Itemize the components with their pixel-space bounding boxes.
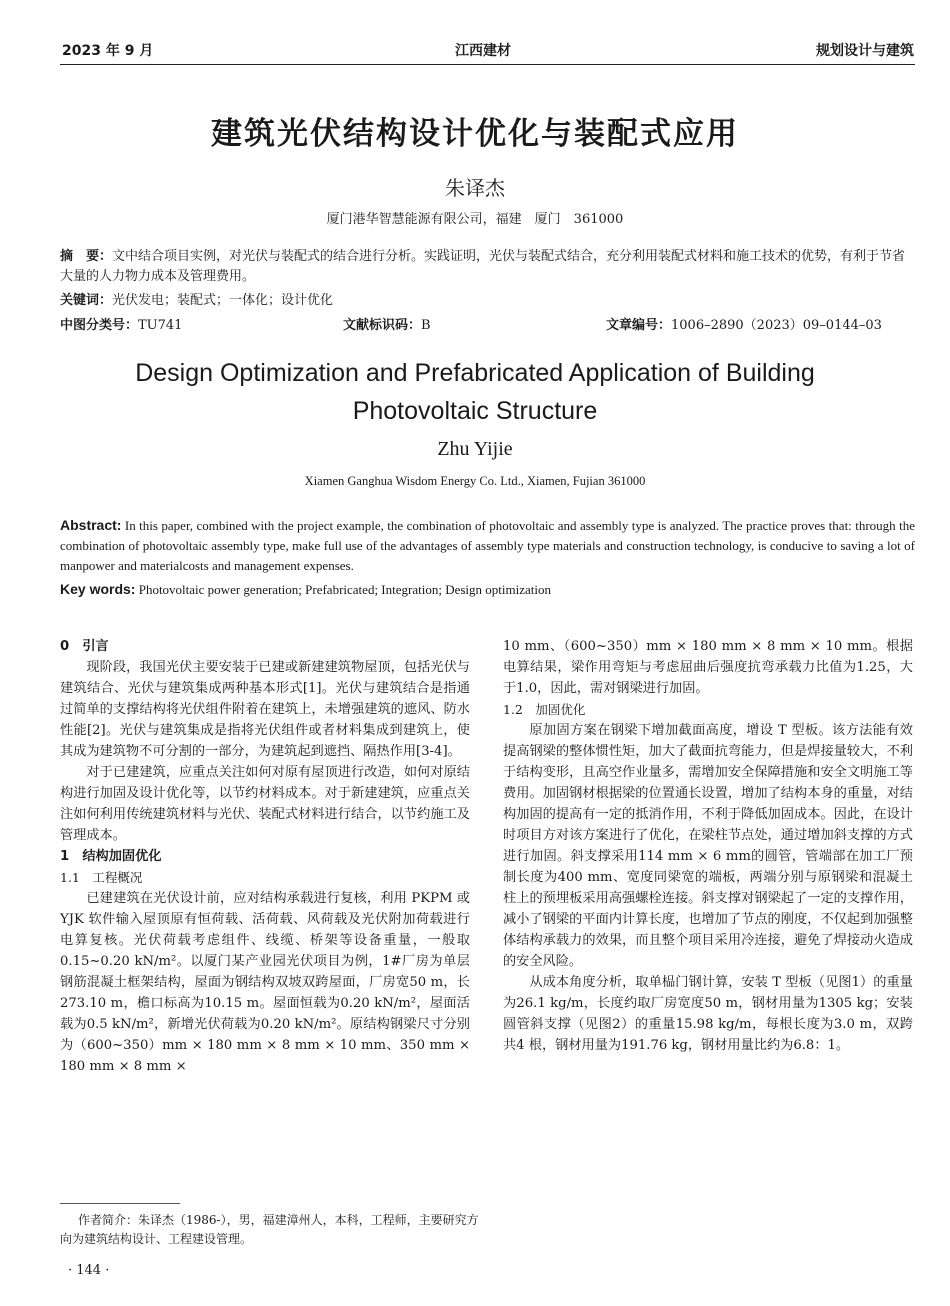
author-en: Zhu Yijie	[437, 438, 513, 460]
doc-label: 文献标识码：	[343, 318, 422, 333]
title-en-line2: Photovoltaic Structure	[352, 397, 598, 425]
header-journal: 江西建材	[455, 43, 511, 59]
paragraph: 已建建筑在光伏设计前，应对结构承载进行复核，利用 PKPM 或 YJK 软件输入屋顶原有恒荷载、活荷载、风荷载及光伏附加荷载进行电算复核。光伏荷载考虑组件、线缆、桥架等设备重量，一般取0.15~0.20 kN/m²。以厦门某产业园光伏项目为例，1#厂房为单层钢筋混凝土框架结构，屋面为钢结构双坡双跨屋面，厂房宽50 m，长273.10 m，檐口标高为10.15 m。屋面恒载为0.20 kN/m²，屋面活载为0.5 kN/m²，新增光伏荷载为0.20 kN/m²。原结构钢梁尺寸分别为（600~350）mm × 180 mm × 8 mm × 10 mm、350 mm × 180 mm × 8 mm ×	[60, 891, 470, 1074]
document-code	[343, 314, 431, 333]
title-en-line1: Design Optimization and Prefabricated Application of Building	[135, 359, 815, 387]
doc-value: B	[421, 318, 431, 333]
affiliation-en: Xiamen Ganghua Wisdom Energy Co. Ltd., Xiamen, Fujian 361000	[304, 474, 646, 488]
abstract-en-label: Abstract:	[60, 517, 122, 533]
paragraph-continued: 10 mm、（600~350）mm × 180 mm × 8 mm × 10 mm。根据电算结果，梁作用弯矩与考虑屈曲后强度抗弯承载力比值为1.25，大于1.0，因此，需对钢梁进行加固。	[503, 639, 913, 696]
header-section: 规划设计与建筑	[816, 43, 914, 59]
paragraph: 对于已建建筑，应重点关注如何对原有屋顶进行改造，如何对原结构进行加固及设计优化等，以节约材料成本。对于新建建筑，应重点关注如何利用传统建筑材料与光伏、装配式材料进行结合，以节约施工及管理成本。	[60, 765, 470, 843]
keywords-cn-text: 光伏发电；装配式；一体化；设计优化	[112, 293, 334, 308]
left-column	[60, 636, 470, 1077]
abstract-cn-label: 摘 要：	[60, 249, 113, 264]
author-footnote: 作者简介：朱译杰（1986-），男，福建漳州人，本科，工程师，主要研究方向为建筑结构设计、工程建设管理。	[60, 1213, 479, 1246]
paragraph: 原加固方案在钢梁下增加截面高度，增设 T 型板。该方法能有效提高钢梁的整体惯性矩，加大了截面抗弯能力，但是焊接量较大，不利于结构变形，且高空作业量多，需增加安全保障措施和安全文明施工等费用。加固钢材根据梁的位置通长设置，增加了结构本身的重量，对结构加固的提高有一定的抵消作用，不利于降低加固成本。因此，在设计时项目方对该方案进行了优化，在梁柱节点处，通过增加斜支撑的方式进行加固。斜支撑采用114 mm × 6 mm的圆管，管端部在加工厂预制长度为400 mm、宽度同梁宽的端板，两端分别与原钢梁和混凝土柱上的预埋板采用高强螺栓连接。斜支撑对钢梁起了一定的支撑作用，减小了钢梁的平面内计算长度，也增加了节点的刚度，不仅起到加强整体结构承载力的效果，而且整个项目采用冷连接，避免了焊接动火造成的安全风险。	[503, 723, 913, 969]
title-en	[0, 354, 950, 430]
subsection-heading-1-1: 1.1 工程概况	[60, 870, 143, 885]
author-cn: 朱译杰	[445, 176, 505, 200]
keywords-en-label: Key words:	[60, 581, 136, 597]
footnote-rule	[60, 1203, 180, 1204]
header-rule	[60, 64, 915, 65]
subsection-heading-1-2: 1.2 加固优化	[503, 702, 586, 717]
clc-label: 中图分类号：	[60, 318, 139, 333]
abstract-en	[60, 515, 915, 576]
article-value: 1006–2890（2023）09–0144–03	[671, 318, 882, 333]
section-heading-1: 1 结构加固优化	[60, 849, 162, 864]
paragraph: 现阶段，我国光伏主要安装于已建或新建建筑物屋顶，包括光伏与建筑结合、光伏与建筑集成两种基本形式[1]。光伏与建筑结合是指通过简单的支撑结构将光伏组件附着在建筑上，未增强建筑的遮风、防水性能[2]。光伏与建筑集成是指将光伏组件或者材料集成到建筑上，使其成为建筑物不可分割的一部分，为建筑起到遮挡、隔热作用[3-4]。	[60, 660, 470, 759]
affiliation-cn: 厦门港华智慧能源有限公司，福建 厦门 361000	[326, 212, 624, 227]
clc-number	[60, 314, 182, 333]
abstract-cn	[60, 247, 915, 287]
article-label: 文章编号：	[606, 318, 672, 333]
paragraph: 从成本角度分析，取单榀门钢计算，安装 T 型板（见图1）的重量为26.1 kg/m，长度约取厂房宽度50 m，钢材用量为1305 kg；安装圆管斜支撑（见图2）的重量15.98 kg/m，每根长度为3.0 m，双跨共4 根，钢材用量为191.76 kg，钢材用量比约为6.8：1。	[503, 975, 913, 1053]
title-cn: 建筑光伏结构设计优化与装配式应用	[211, 116, 739, 152]
keywords-cn	[60, 291, 915, 311]
page-number: · 144 ·	[68, 1263, 110, 1278]
article-number	[606, 314, 882, 333]
abstract-en-text: In this paper, combined with the project example, the combination of photovoltaic and assembly type is analyzed. The practice proves that: through the combination of photovoltaic assembly type, make full use of the advantages of assembly type materials and construction technology, is conducive to saving a lot of manpower and materialcosts and management expenses.	[60, 518, 915, 573]
keywords-cn-label: 关键词：	[60, 293, 113, 308]
abstract-cn-text: 文中结合项目实例，对光伏与装配式的结合进行分析。实践证明，光伏与装配式结合，充分利用装配式材料和施工技术的优势，有利于节省大量的人力物力成本及管理费用。	[60, 249, 906, 284]
section-heading-0: 0 引言	[60, 639, 109, 654]
header-date: 2023 年 9 月	[62, 43, 154, 59]
right-column	[503, 636, 913, 1056]
clc-value: TU741	[138, 318, 183, 333]
keywords-en-text: Photovoltaic power generation; Prefabricated; Integration; Design optimization	[135, 582, 551, 597]
keywords-en	[60, 579, 915, 600]
